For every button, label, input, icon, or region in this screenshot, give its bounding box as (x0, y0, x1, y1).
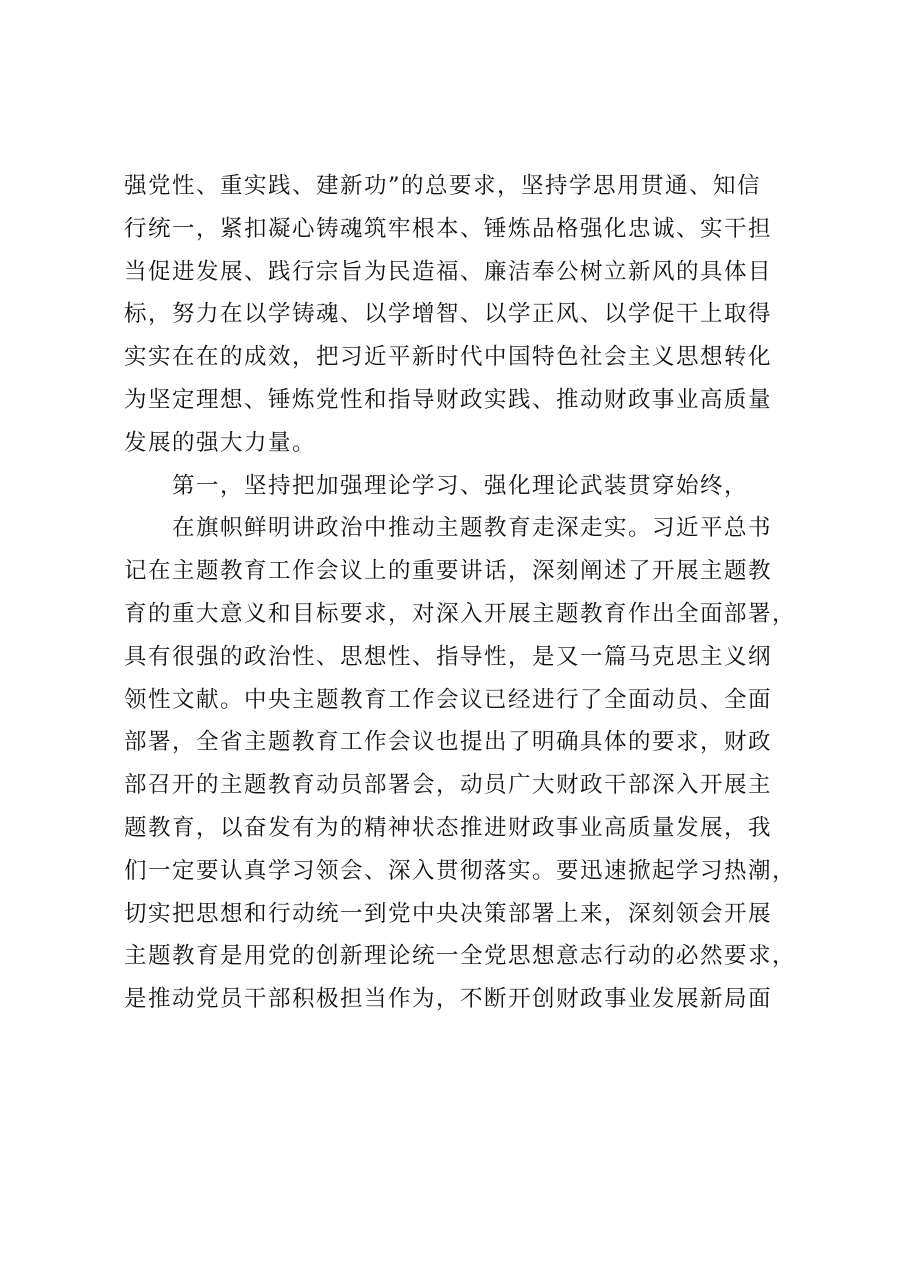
text-line: 题教育，以奋发有为的精神状态推进财政事业高质量发展，我 (124, 814, 773, 841)
text-line: 领性文献。中央主题教育工作会议已经进行了全面动员、全面 (124, 686, 773, 713)
text-line: 记在主题教育工作会议上的重要讲话，深刻阐述了开展主题教 (124, 558, 773, 585)
text-line: 部署，全省主题教育工作会议也提出了明确具体的要求，财政 (124, 729, 773, 756)
text-line: 切实把思想和行动统一到党中央决策部署上来，深刻领会开展 (124, 900, 773, 927)
text-line: 行统一，紧扣凝心铸魂筑牢根本、锤炼品格强化忠诚、实干担 (124, 215, 773, 242)
text-line: 当促进发展、践行宗旨为民造福、廉洁奉公树立新风的具体目 (124, 258, 773, 285)
text-line: 主题教育是用党的创新理论统一全党思想意志行动的必然要求， (124, 943, 797, 970)
text-line: 第一，坚持把加强理论学习、强化理论武装贯穿始终， (172, 472, 749, 499)
text-line: 强党性、重实践、建新功”的总要求，坚持学思用贯通、知信 (124, 173, 762, 199)
text-line: 在旗帜鲜明讲政治中推动主题教育走深走实。习近平总书 (172, 515, 773, 542)
text-line: 育的重大意义和目标要求，对深入开展主题教育作出全面部署， (124, 600, 797, 627)
text-line: 部召开的主题教育动员部署会，动员广大财政干部深入开展主 (124, 772, 773, 799)
document-body-text (124, 165, 804, 1021)
text-line: 标，努力在以学铸魂、以学增智、以学正风、以学促干上取得 (124, 301, 773, 328)
text-line: 为坚定理想、锤炼党性和指导财政实践、推动财政事业高质量 (124, 386, 773, 413)
text-line: 发展的强大力量。 (124, 429, 317, 456)
text-line: 是推动党员干部积极担当作为，不断开创财政事业发展新局面 (124, 986, 773, 1013)
text-line: 们一定要认真学习领会、深入贯彻落实。要迅速掀起学习热潮， (124, 857, 797, 884)
text-line: 实实在在的成效，把习近平新时代中国特色社会主义思想转化 (124, 344, 773, 371)
text-line: 具有很强的政治性、思想性、指导性，是又一篇马克思主义纲 (124, 643, 773, 670)
